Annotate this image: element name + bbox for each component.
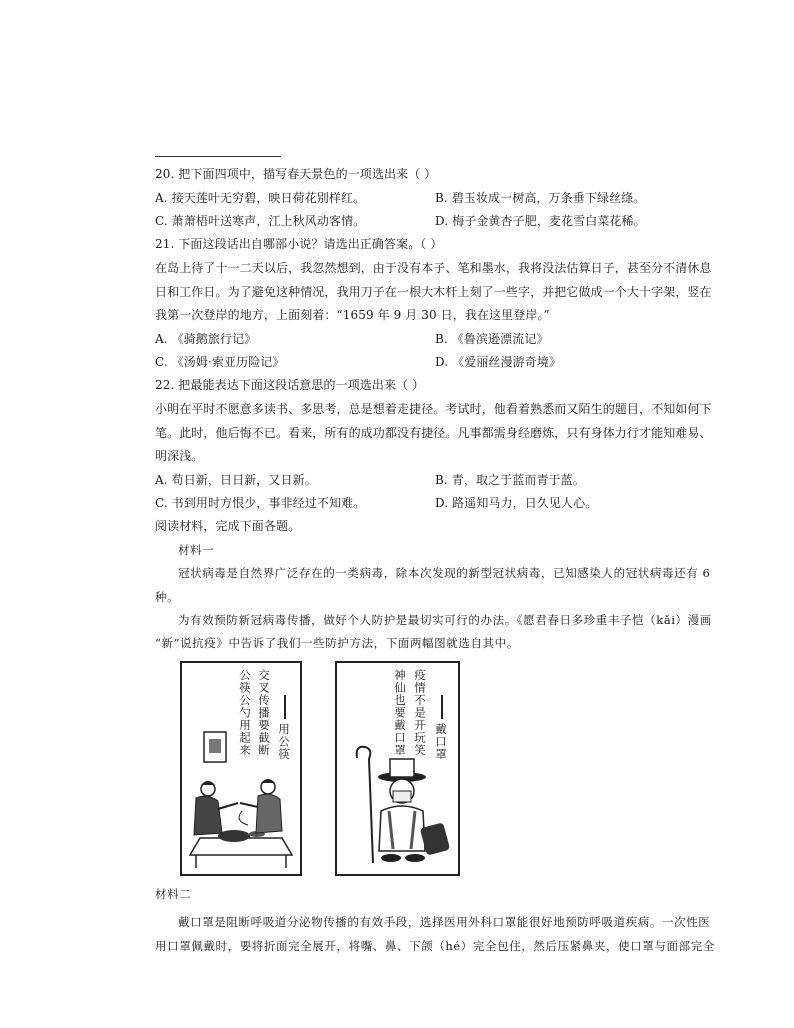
reading-intro: 阅读材料，完成下面各题。 — [155, 519, 301, 533]
comic-title: 戴口罩 — [434, 723, 448, 761]
q22-passage-line: 小明在平时不愿意多读书、多思考，总是想着走捷径。考试时，他看着熟悉而又陌生的题目，不知如何下 — [155, 402, 712, 416]
q22-passage-line: 明深浅。 — [155, 449, 204, 463]
q22-option-b: B. 青，取之于蓝而青于蓝。 — [435, 473, 585, 487]
material-one-paragraph: “新”说抗疫》中告诉了我们一些防护方法，下面两幅图就选自其中。 — [155, 636, 519, 650]
q21-stem: 21. 下面这段话出自哪部小说？请选出正确答案。（ ） — [155, 237, 443, 251]
q22-option-c: C. 书到用时方恨少，事非经过不知难。 — [155, 496, 366, 510]
material-two-paragraph: 用口罩佩戴时，要将折面完全展开，将嘴、鼻、下颌（hé）完全包住，然后压紧鼻夹，使口罩与面部完全 — [155, 939, 715, 953]
material-one-label: 材料一 — [178, 543, 215, 557]
q21-option-d: D. 《爱丽丝漫游奇境》 — [435, 355, 562, 369]
q21-passage-line: 日和工作日。为了避免这种情况，我用刀子在一根大木杆上刻了一些字，并把它做成一个大十字架，竖在 — [155, 285, 712, 299]
footnote-rule — [155, 156, 281, 157]
q20-stem: 20. 把下面四项中，描写春天景色的一项选出来（ ） — [155, 167, 437, 181]
comic-caption-line: 交叉传播要截断 — [257, 669, 271, 757]
material-two-label: 材料二 — [155, 887, 192, 901]
q20-option-b: B. 碧玉妆成一树高，万条垂下绿丝绦。 — [435, 191, 646, 205]
q22-passage-line: 笔。此时，他后悔不已。看来，所有的成功都没有捷径。凡事都需身经磨炼，只有身体力行才能知难易、 — [155, 426, 712, 440]
comic-mask — [335, 661, 460, 876]
title-dash — [441, 695, 443, 719]
material-one-paragraph: 为有效预防新冠病毒传播，做好个人防护是最切实可行的办法。《愿君春日多珍重丰子恺（kǎi）漫画 — [178, 613, 712, 627]
q21-option-a: A. 《骑鹅旅行记》 — [155, 332, 257, 346]
comic-caption-line: 疫情不是开玩笑 — [413, 669, 427, 757]
material-one-paragraph: 种。 — [155, 590, 180, 604]
title-dash — [284, 695, 286, 719]
comic-caption-line: 公筷公勺用起来 — [238, 669, 252, 757]
q22-option-a: A. 苟日新，日日新，又日新。 — [155, 473, 317, 487]
comic-caption-line: 神仙也要戴口罩 — [393, 669, 407, 757]
material-two-paragraph: 戴口罩是阻断呼吸道分泌物传播的有效手段，选择医用外科口罩能很好地预防呼吸道疾病。一次性医 — [178, 915, 711, 929]
comic-title: 用公筷 — [277, 723, 291, 761]
q21-option-b: B. 《鲁滨逊漂流记》 — [435, 332, 549, 346]
q20-option-a: A. 接天莲叶无穷碧，映日荷花别样红。 — [155, 191, 366, 205]
material-one-paragraph: 冠状病毒是自然界广泛存在的一类病毒，除本次发现的新型冠状病毒，已知感染人的冠状病毒还有 6 — [178, 566, 711, 580]
q22-stem: 22. 把最能表达下面这段话意思的一项选出来（ ） — [155, 378, 425, 392]
q21-passage-line: 我第一次登岸的地方，上面刻着：“1659 年 9 月 30 日，我在这里登岸。” — [155, 308, 550, 322]
comic-gongkuai — [180, 661, 302, 876]
q20-option-c: C. 萧萧梧叶送寒声，江上秋风动客情。 — [155, 214, 366, 228]
q20-option-d: D. 梅子金黄杏子肥，麦花雪白菜花稀。 — [435, 214, 646, 228]
q22-option-d: D. 路遥知马力，日久见人心。 — [435, 496, 598, 510]
q21-option-c: C. 《汤姆·索亚历险记》 — [155, 355, 285, 369]
q21-passage-line: 在岛上待了十一二天以后，我忽然想到，由于没有本子、笔和墨水，我将没法估算日子，甚至分不清休息 — [155, 261, 712, 275]
